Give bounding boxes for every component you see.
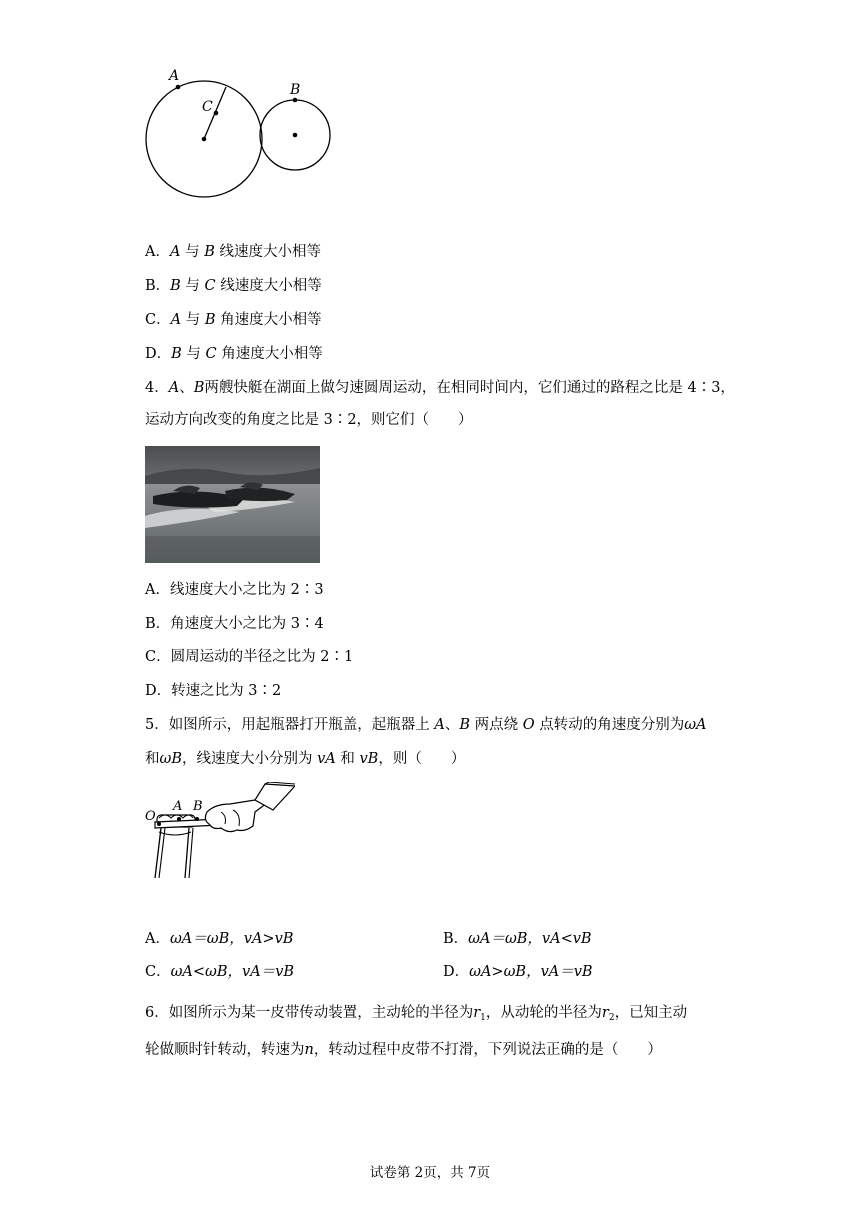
option-letter: A．: [145, 931, 170, 947]
var: B: [204, 244, 215, 260]
center-dot-small: [293, 133, 298, 138]
text: 与: [180, 244, 205, 260]
var: B: [170, 278, 181, 294]
option-letter: D．: [145, 683, 172, 699]
option-text: ωA<ωB，vA＝vB: [170, 964, 295, 980]
option-text: ωA＝ωB，vA<vB: [468, 931, 592, 947]
option-letter: C．: [145, 649, 171, 665]
label-o: O: [145, 809, 156, 824]
text: 与: [181, 346, 206, 362]
text: ，线速度大小分别为: [181, 751, 318, 767]
var: A: [169, 244, 181, 260]
option-letter: C．: [145, 312, 171, 328]
var: A: [168, 380, 180, 396]
text: 线速度大小相等: [215, 278, 322, 294]
subscript: 1: [480, 1013, 486, 1023]
option-text: 角速度大小之比为 3∶4: [170, 616, 324, 632]
var: B: [459, 717, 470, 733]
var: B: [171, 346, 182, 362]
text: 与: [180, 278, 205, 294]
var: r: [473, 1005, 481, 1021]
text: 线速度大小相等: [214, 244, 321, 260]
option-letter: D．: [443, 964, 470, 980]
var: B: [193, 380, 205, 396]
point-b-dot: [293, 98, 298, 103]
var: ωA: [684, 717, 707, 733]
text: 两艘快艇在湖面上做匀速圆周运动，在相同时间内，它们通过的路程之比是 4∶3，: [204, 380, 735, 396]
label-a-opener: A: [173, 799, 183, 814]
q6-stem-line1: [145, 1006, 687, 1023]
text: 两点绕: [469, 717, 523, 733]
option-text: 圆周运动的半径之比为 2∶1: [170, 649, 354, 665]
var: A: [170, 312, 182, 328]
q4-stem-line1: [145, 381, 735, 396]
point-c-dot: [214, 111, 219, 116]
text: 、: [179, 380, 194, 396]
speedboat-photo: [145, 446, 320, 563]
q5-option-d[interactable]: [443, 965, 593, 980]
option-text: ωA＝ωB，vA>vB: [169, 931, 294, 947]
var: vA: [317, 751, 336, 767]
text: 轮做顺时针转动，转速为: [145, 1042, 305, 1058]
option-letter: D．: [145, 346, 172, 362]
option-letter: A．: [145, 244, 170, 260]
var: C: [205, 346, 217, 362]
label-a: A: [169, 68, 180, 84]
label-c: C: [202, 99, 213, 115]
text: 角速度大小相等: [215, 312, 322, 328]
text: ，从动轮的半径为: [485, 1005, 602, 1021]
text: ，转动过程中皮带不打滑，下列说法正确的是（ ）: [313, 1042, 662, 1058]
page-footer: 试卷第 2页，共 7页: [369, 1165, 491, 1181]
q4-option-c[interactable]: [145, 650, 353, 665]
var: ωB: [159, 751, 182, 767]
label-b: B: [290, 82, 301, 98]
question-number: 4．: [145, 380, 169, 396]
point-a-dot: [176, 85, 181, 90]
q5-stem-line1: [145, 718, 707, 733]
option-text: 线速度大小之比为 2∶3: [169, 582, 324, 598]
option-text: ωA>ωB，vA＝vB: [469, 964, 593, 980]
q4-option-b[interactable]: [145, 617, 324, 632]
center-dot-large: [202, 137, 207, 142]
q6-stem-line2: [145, 1043, 662, 1058]
q5-stem-line2: [145, 752, 465, 767]
q5-option-b[interactable]: [443, 932, 592, 947]
text: 点转动的角速度分别为: [534, 717, 685, 733]
q3-option-c[interactable]: [145, 313, 322, 328]
text: 、: [444, 717, 460, 733]
wheels-diagram: [140, 75, 340, 205]
q3-option-b[interactable]: [145, 279, 322, 294]
text: 和: [145, 751, 160, 767]
q4-option-d[interactable]: [145, 684, 281, 699]
var: O: [522, 717, 535, 733]
var: C: [204, 278, 216, 294]
text: ，已知主动: [614, 1005, 688, 1021]
q3-option-a[interactable]: [145, 245, 321, 260]
option-letter: B．: [443, 931, 469, 947]
text: 与: [181, 312, 205, 328]
option-letter: C．: [145, 964, 171, 980]
q4-stem-line2: 运动方向改变的角度之比是 3∶2，则它们（ ）: [145, 412, 473, 428]
option-letter: B．: [145, 616, 171, 632]
text: 5．如图所示，用起瓶器打开瓶盖，起瓶器上: [145, 717, 435, 733]
var: n: [304, 1042, 314, 1058]
option-letter: B．: [145, 278, 171, 294]
q4-option-a[interactable]: [145, 583, 324, 598]
subscript: 2: [608, 1013, 615, 1023]
var: A: [434, 717, 445, 733]
q3-option-d[interactable]: [145, 347, 323, 362]
label-b-opener: B: [193, 799, 203, 814]
var: r: [601, 1005, 609, 1021]
q5-option-a[interactable]: [145, 932, 293, 947]
var: vB: [359, 751, 379, 767]
text: 和: [335, 751, 360, 767]
text: 6．如图所示为某一皮带传动装置，主动轮的半径为: [145, 1005, 474, 1021]
bottle-opener-diagram: [145, 782, 295, 882]
text: 角速度大小相等: [216, 346, 323, 362]
q5-option-c[interactable]: [145, 965, 294, 980]
var: B: [204, 312, 216, 328]
option-text: 转速之比为 3∶2: [171, 683, 282, 699]
text: ，则（ ）: [378, 751, 466, 767]
option-letter: A．: [145, 582, 170, 598]
